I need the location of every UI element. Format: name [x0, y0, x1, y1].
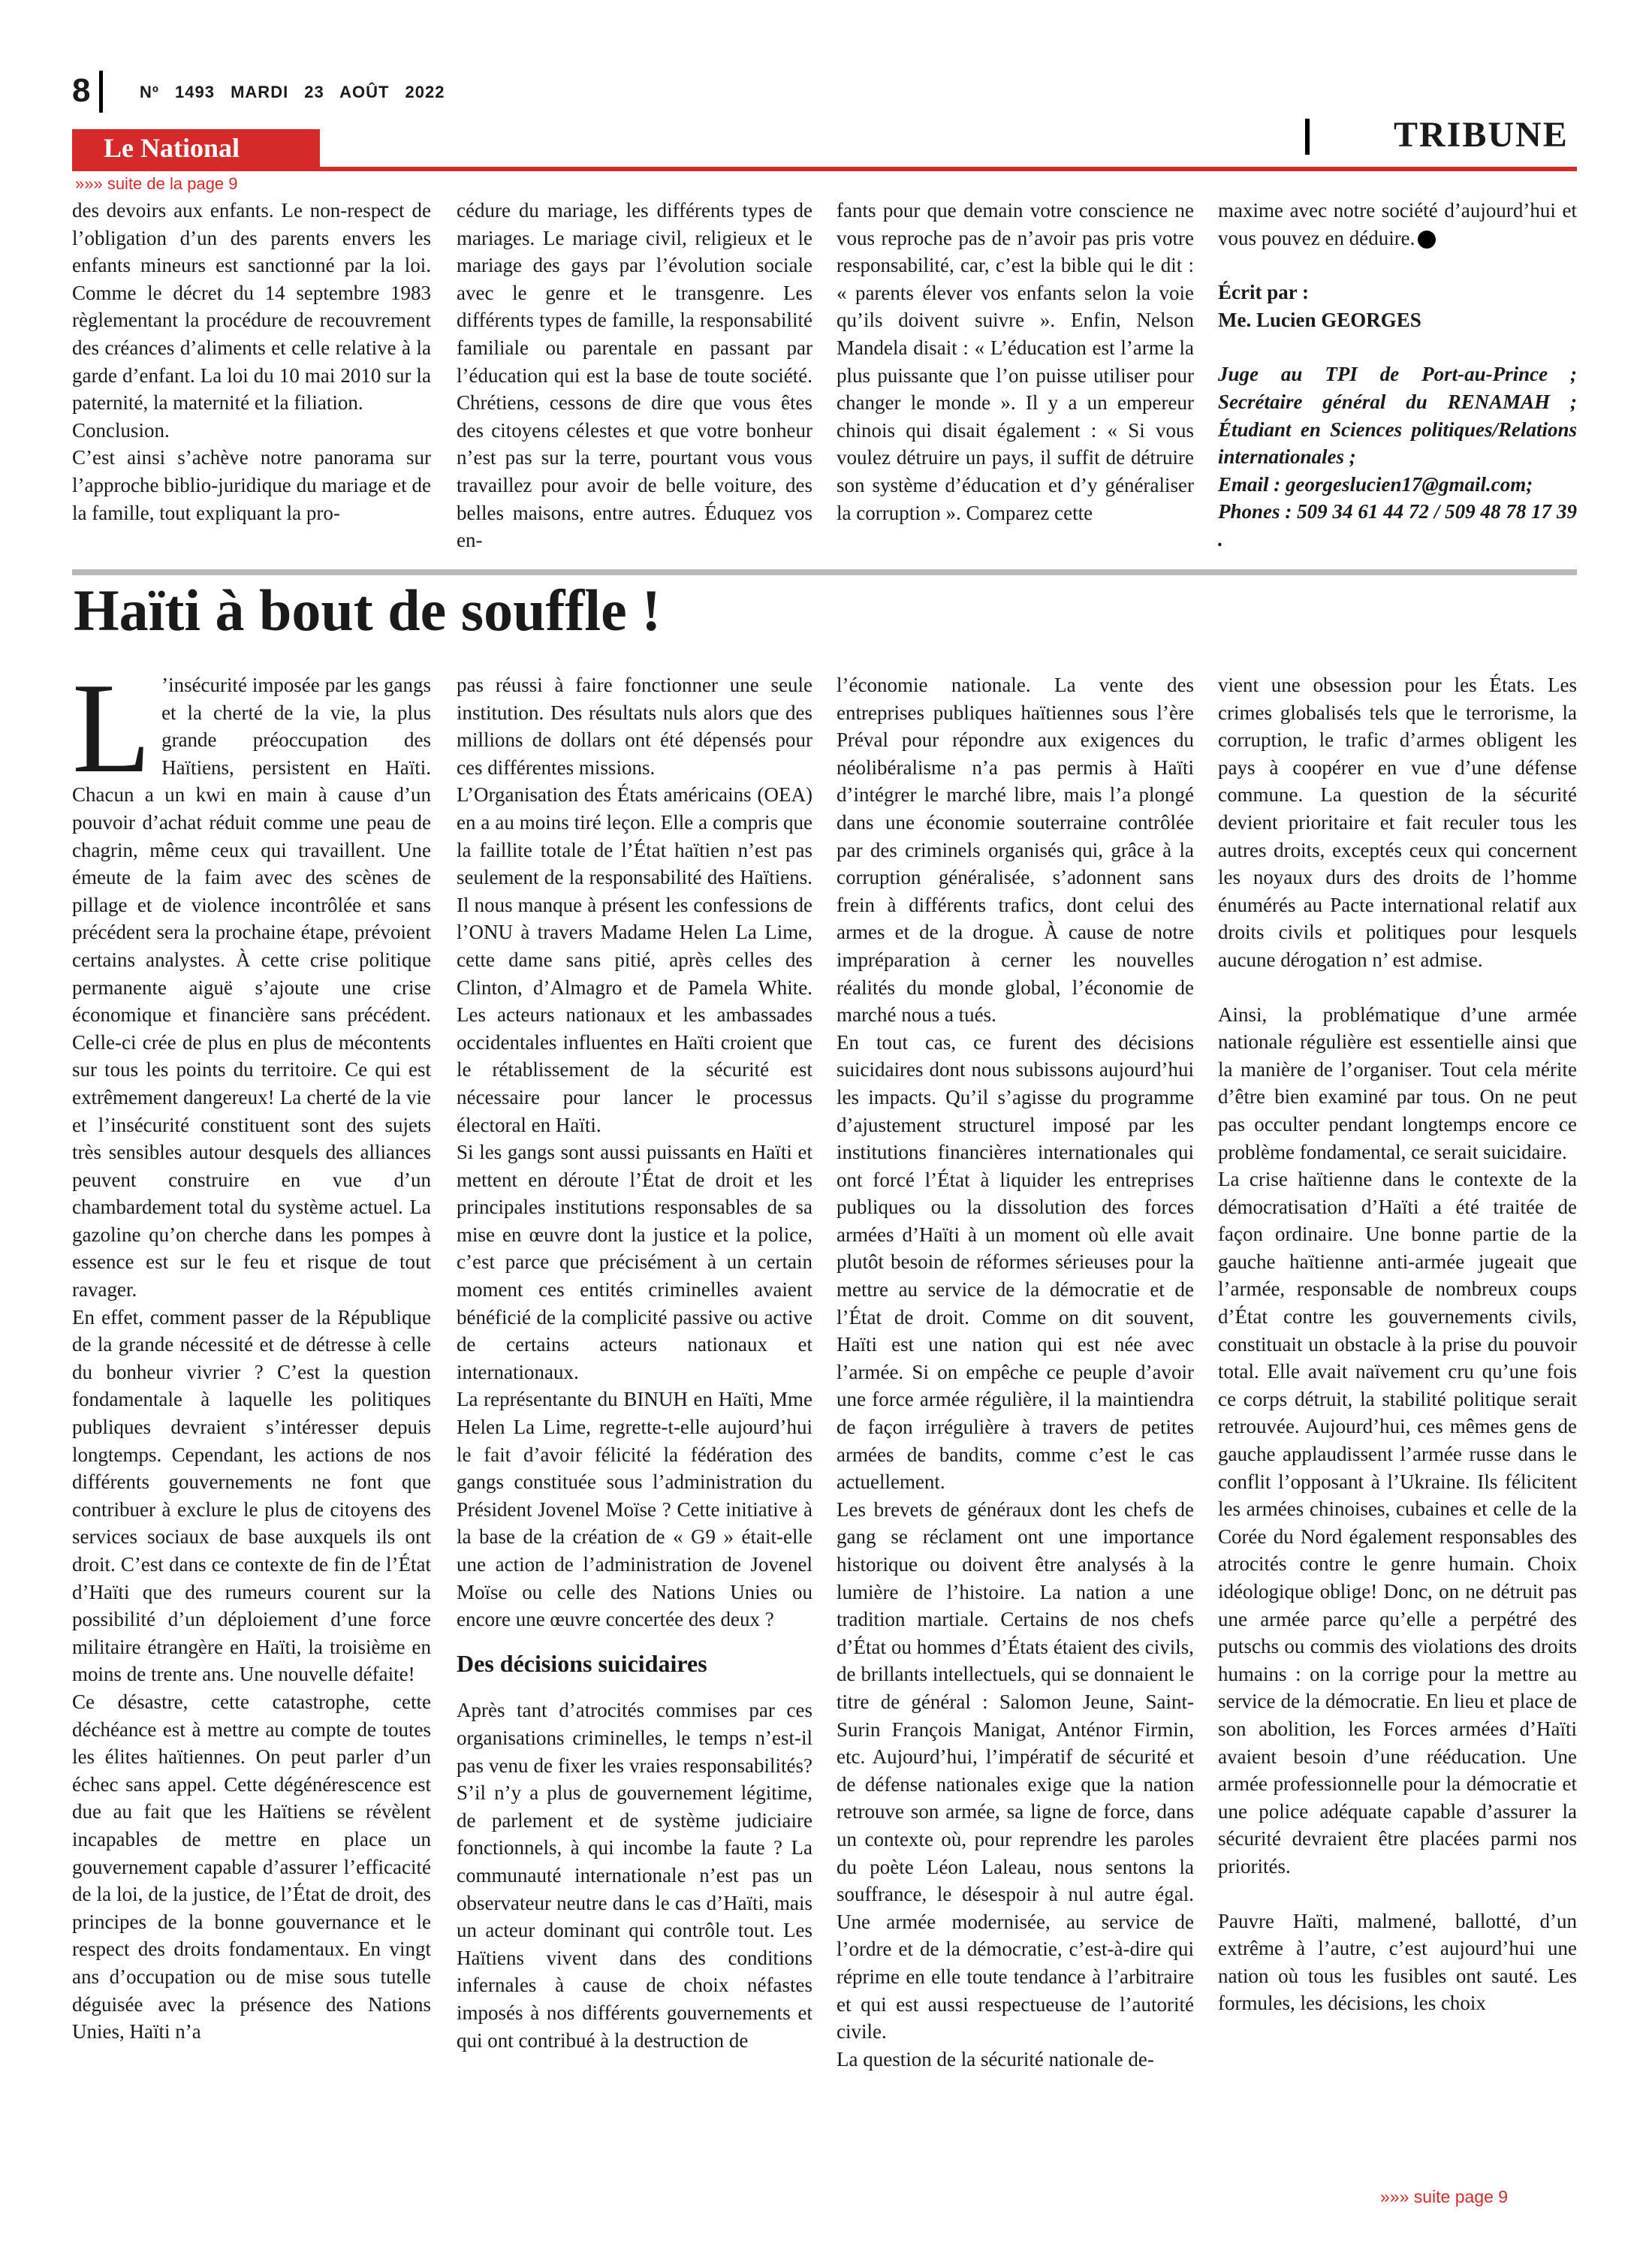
author-phones: Phones : 509 34 61 44 72 / 509 48 78 17 39 .	[1218, 500, 1577, 550]
paragraph	[72, 657, 431, 1304]
prev-article-col-4	[1218, 197, 1577, 553]
prev-article-col-1	[72, 197, 431, 526]
article-col-1	[72, 657, 431, 2046]
lead-text: ’insécurité imposée par les gangs et la cherté de la vie, la plus grande préoccupation des Haïtiens, persistent en Haïti. Chacun a un kwi en main à cause d’un pouvoir d’achat réduit comme une peau de chagrin, même ceux qui travaillent. Une émeute de la faim avec des scènes de pillage et de violence incontrôlée et sans précédent sera la prochaine étape, prévoient certains analystes. À cette crise politique permanente aiguë s’ajoute une crise économique et financière sans précédent. Celle-ci crée de plus en plus de mécontents sur tous les points du territoire. Ce qui est extrêmement dangereux! La cherté de la vie et l’insécurité constituent sont des sujets très sensibles autour desquels des alliances peuvent construire en vue d’un chambardement total du système actuel. La gazoline qu’on cherche dans les pompes à essence est sur le feu et risque de tout ravager.	[72, 674, 431, 1301]
paragraph: C’est ainsi s’achève notre panorama sur l’approche biblio-juridique du mariage et de la famille, tout expliquant la pro-	[72, 446, 431, 524]
paragraph: En effet, comment passer de la République de la grande nécessité et de détresse à celle du bonheur vivrier ? C’est la question fondamentale à laquelle les politiques publiques devraient s’intéresser depuis longtemps. Cependant, les actions de nos différents gouvernements ne font que contribuer à exclure le plus de citoyens des services sociaux de base auxquels ils ont droit. C’est dans ce contexte de fin de l’État d’Haïti que des rumeurs courent sur la possibilité d’un déploiement d’une force militaire étrangère en Haïti, la troisième en moins de trente ans. Une nouvelle défaite!	[72, 1305, 431, 1686]
paragraph: La question de la sécurité nationale de-	[837, 2047, 1154, 2071]
paragraph: Après tant d’atrocités commises par ces organisations criminelles, le temps n’est-il pas venu de fixer les vraies responsabilités? S’il n’y a plus de gouvernement légitime, de parlement et de système judiciaire fonctionnels, à qui incombe la faute ? La communauté internationale n’est pas un observateur neutre dans le cas d’Haïti, mais un acteur dominant qui contrôle tout. Les Haïtiens vivent dans des conditions infernales à cause de choix néfastes imposés à nos différents gouvernements et qui ont contribué à la destruction de	[457, 1699, 812, 2052]
article-col-3	[837, 671, 1194, 2073]
paragraph: Conclusion.	[72, 418, 170, 442]
author-label: Écrit par :	[1218, 281, 1309, 304]
brand-name: Le National	[104, 133, 240, 163]
author-email: Email : georgeslucien17@gmail.com;	[1218, 472, 1533, 496]
continued-from-link[interactable]: »»» suite de la page 9	[75, 174, 238, 193]
paragraph: La crise haïtienne dans le contexte de la démocratisation d’Haïti a été traitée de façon ordinaire. Une bonne partie de la gauche haïtienne anti-armée jugeait que l’armée, responsable de nombreux coups d’État contre les gouvernements civils, constituait un obstacle à la prise du pouvoir total. Elle avait naïvement cru qu’une fois ce corps détruit, la stabilité politique serait retrouvée. Aujourd’hui, ces mêmes gens de gauche applaudissent l’armée russe dans le conflit l’opposant à l’Ukraine. Ils félicitent les armées chinoises, cubaines et celle de la Corée du Nord également responsables des atrocités contre le genre humain. Choix idéologique oblige! Donc, on ne détruit pas une armée parce qu’elle a perpétré des putschs ou commis des violations des droits humains : on la corrige pour la mettre au service de la démocratie. En lieu et place de son abolition, les Forces armées d’Haïti avaient besoin d’une rééducation. Une armée professionnelle pour la démocratie et une police adéquate capable d’assurer la sécurité devraient être placées parmi nos priorités.	[1218, 1168, 1577, 1878]
paragraph	[1218, 197, 1577, 252]
paragraph: fants pour que demain votre conscience ne vous reproche pas de n’avoir pas pris votre responsabilité, car, c’est la bible qui le dit : « parents élever vos enfants selon la voie qu’ils doivent suivre ». Enfin, Nelson Mandela disait : « L’éducation est l’arme la plus puissante que l’on puisse utiliser pour changer le monde ». Il y a un empereur chinois qui disait également : « Si vous voulez détruire un pays, il suffit de détruire son système d’éducation et d’y généraliser la corruption ». Comparez cette	[837, 199, 1194, 524]
paragraph: cédure du mariage, les différents types de mariages. Le mariage civil, religieux et le mariage des gays par l’évolution sociale avec le genre et le transgenre. Les différents types de famille, la responsabilité familiale ou parentale en passant par l’éducation qui est la base de toute société. Chrétiens, cessons de dire que vous êtes des citoyens célestes et que votre bonheur n’est pas sur la terre, pourtant vous vous travaillez pour avoir de belle voiture, des belles maisons, entre autres. Éduquez vos en-	[457, 199, 812, 552]
paragraph: La représentante du BINUH en Haïti, Mme Helen La Lime, regrette-t-elle aujourd’hui le fait d’avoir félicité la fédération des gangs constituée sous l’administration du Président Jovenel Moïse ? Cette initiative à la base de la création de « G9 » était-elle une action de l’administration de Jovenel Moïse ou celle des Nations Unies ou encore une œuvre concertée des deux ?	[457, 1388, 812, 1631]
page-number: 8	[72, 72, 91, 109]
paragraph: En tout cas, ce furent des décisions suicidaires dont nous subissons aujourd’hui les impacts. Qu’il s’agisse du programme d’ajustement structurel imposé par les institutions financières internationales qui ont forcé l’État à liquider les entreprises publiques ou la dissolution des forces armées d’Haïti à un moment où elle avait plutôt besoin de réformes sérieuses pour la mettre au service de la démocratie et de l’État de droit. Comme on dit souvent, Haïti est une nation qui est née avec l’armée. Si on empêche ce peuple d’avoir une force armée régulière, il la maintiendra de façon irrégulière à travers de petites armées de bandits, comme c’est le cas actuellement.	[837, 1030, 1194, 1494]
issue-line: Nº 1493 MARDI 23 AOÛT 2022	[140, 83, 445, 101]
article-headline: Haïti à bout de souffle !	[74, 578, 662, 643]
paragraph: vient une obsession pour les États. Les crimes globalisés tels que le terrorisme, la corruption, le trafic d’armes obligent les pays à coopérer en vue d’une défense commune. La question de la sécurité devient prioritaire et fait reculer tous les autres droits, exceptés ceux qui concernent les noyaux durs des droits de l’homme énumérés au Pacte international relatif aux droits civils et politiques pour lesquels aucune dérogation n’ est admise.	[1218, 674, 1577, 971]
closing-text: maxime avec notre société d’aujourd’hui et vous pouvez en déduire.	[1218, 199, 1577, 249]
author-titles: Juge au TPI de Port-au-Prince ; Secrétaire général du RENAMAH ; Étudiant en Sciences politiques/Relations internationales ;	[1218, 363, 1577, 469]
paragraph: L’Organisation des États américains (OEA) en a au moins tiré leçon. Elle a compris que la faillite totale de l’État haïtien n’est pas seulement de la responsabilité des Haïtiens. Il nous manque à présent les confessions de l’ONU à travers Madame Helen La Lime, cette dame sans pitié, après celles des Clinton, d’Almagro et de Pamela White. Les acteurs nationaux et les ambassades occidentales influentes en Haïti croient que le rétablissement de la sécurité est nécessaire pour lancer le processus électoral en Haïti.	[457, 783, 812, 1136]
section-title: TRIBUNE	[1394, 115, 1569, 155]
paragraph: des devoirs aux enfants. Le non-respect de l’obligation d’un des parents envers les enfants mineurs est sanctionné par la loi. Comme le décret du 14 septembre 1983 règlementant la procédure de recouvrement des créances d’aliments et celle relative à la garde d’enfant. La loi du 10 mai 2010 sur la paternité, la maternité et la filiation.	[72, 199, 431, 415]
header-divider	[99, 71, 103, 113]
drop-cap: L	[72, 657, 152, 800]
prev-article-col-2	[457, 197, 812, 554]
paragraph: Si les gangs sont aussi puissants en Haïti et mettent en déroute l’État de droit et les principales institutions responsables de sa mise en œuvre dont la justice et la police, c’est parce que précisément à un certain moment ces entités criminelles avaient bénéficié de la complicité passive ou active de certains acteurs nationaux et internationaux.	[457, 1141, 812, 1383]
continued-on-link[interactable]: »»» suite page 9	[1380, 2187, 1509, 2206]
section-divider	[1305, 119, 1310, 155]
end-mark-icon	[1418, 231, 1436, 249]
paragraph: Ce désastre, cette catastrophe, cette déchéance est à mettre au compte de toutes les élites haïtiennes. On peut parler d’un échec sans appel. Cette dégénérescence est due au fait que les Haïtiens se révèlent incapables de mettre en place un gouvernement capable d’assurer l’efficacité de la loi, de la justice, de l’État de droit, des principes de la bonne gouvernance et le respect des droits fondamentaux. En vingt ans d’occupation ou de mise sous tutelle déguisée avec la présence des Nations Unies, Haïti n’a	[72, 1690, 431, 2043]
prev-article-col-3	[837, 197, 1194, 526]
paragraph: Les brevets de généraux dont les chefs de gang se réclament ont une importance historique ou doivent être analysés à la lumière de l’histoire. La nation a une tradition martiale. Certains de nos chefs d’État ou hommes d’États étaient des civils, de brillants intellectuels, qui se donnaient le titre de général : Salomon Jeune, Saint-Surin François Manigat, Anténor Firmin, etc. Aujourd’hui, l’impératif de sécurité et de défense nationales exige que la nation retrouve son armée, sa ligne de force, dans un contexte où, pour reprendre les paroles du poète Léon Laleau, nous sentons la souffrance, le désespoir à nul autre égal. Une armée modernisée, au service de l’ordre et de la démocratie, c’est-à-dire qui réprime en elle toute tendance à l’arbitraire et qui est aussi respectueuse de l’autorité civile.	[837, 1497, 1194, 2043]
paragraph: pas réussi à faire fonctionner une seule institution. Des résultats nuls alors que des millions de dollars ont été dépensés pour ces différentes missions.	[457, 674, 812, 779]
article-col-4	[1218, 671, 1577, 2017]
paragraph: l’économie nationale. La vente des entreprises publiques haïtiennes sous l’ère Préval pour répondre aux exigences du néolibéralisme n’a pas permis à Haïti d’intégrer le marché libre, mais l’a plongé dans une économie souterraine contrôlée par des criminels organisés qui, grâce à la corruption généralisée, s’adonnent sans frein à différents trafics, dont celui des armes et de la drogue. À cause de notre impréparation à cerner les nouvelles réalités du monde global, l’économie de marché nous a tués.	[837, 674, 1194, 1027]
article-col-2	[457, 671, 812, 2054]
paragraph: Pauvre Haïti, malmené, ballotté, d’un extrême à l’autre, c’est aujourd’hui une nation où tous les fusibles ont sauté. Les formules, les décisions, les choix	[1218, 1909, 1577, 2015]
paragraph: Ainsi, la problématique d’une armée nationale régulière est essentielle ainsi que la manière de l’organiser. Tout cela mérite d’être bien examiné par tous. On ne peut pas occulter pendant longtemps encore ce problème fondamental, ce serait suicidaire.	[1218, 1003, 1577, 1163]
subheading: Des décisions suicidaires	[457, 1649, 707, 1677]
author-name: Me. Lucien GEORGES	[1218, 308, 1421, 331]
article-separator	[72, 569, 1577, 575]
